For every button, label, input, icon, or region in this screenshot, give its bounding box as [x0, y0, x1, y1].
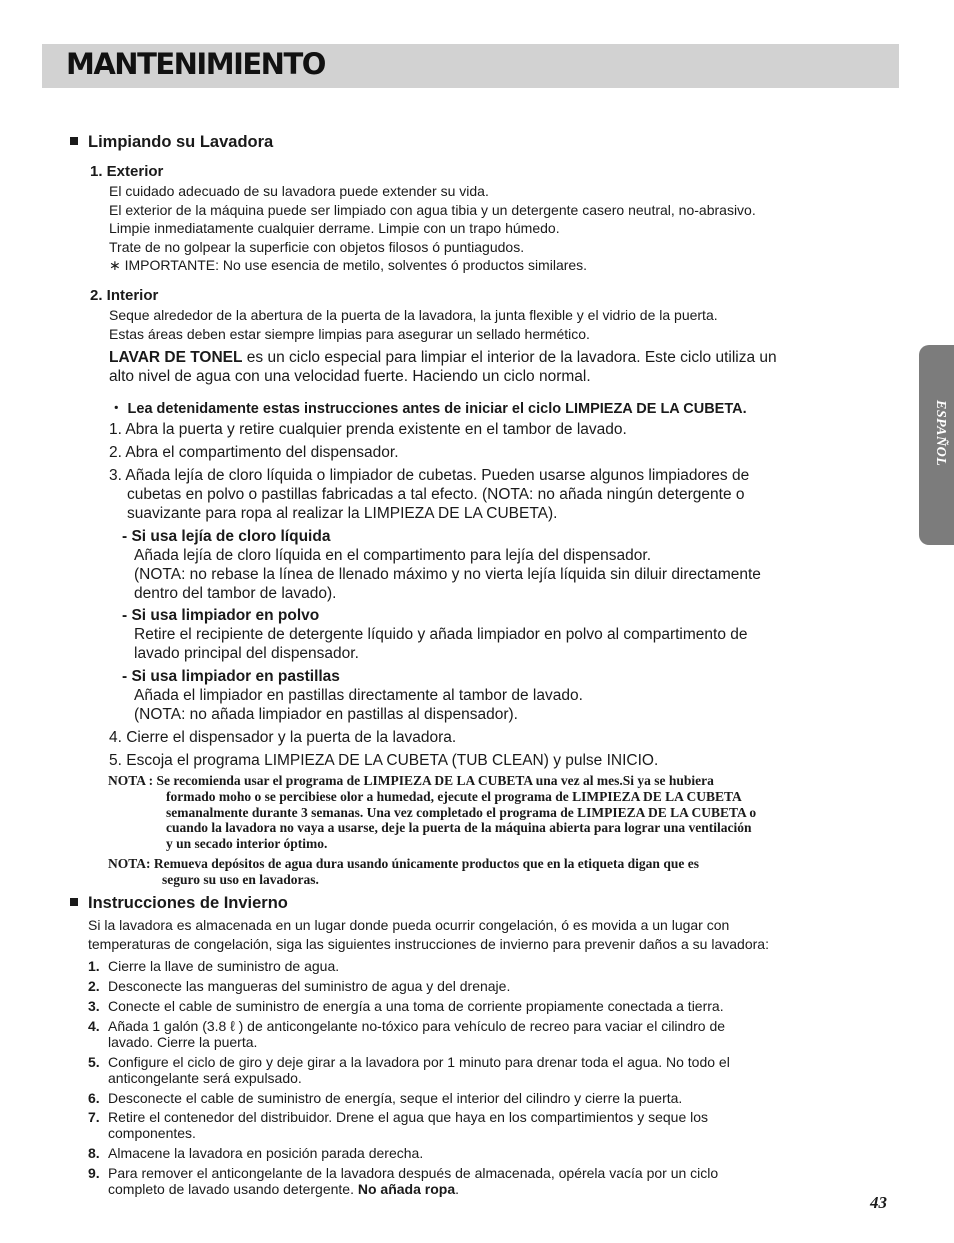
language-tab: [919, 345, 954, 545]
list-item: 2. Desconecte las mangueras del suministro de agua y del drenaje.: [88, 978, 511, 994]
header-banner: [42, 44, 899, 88]
list-item: 6. Desconecte el cable de suministro de energía, seque el interior del cilindro y cierre la puerta.: [88, 1090, 683, 1106]
step-1: 1. Abra la puerta y retire cualquier prenda existente en el tambor de lavado.: [109, 421, 627, 438]
interior-text: Seque alrededor de la abertura de la puerta de la lavadora, la junta flexible y el vidrio de la puerta. Estas áreas deben estar siempre limpias para asegurar un sellado hermético.: [109, 307, 718, 342]
interior-title: 2. Interior: [90, 287, 159, 304]
list-item: 8. Almacene la lavadora en posición parada derecha.: [88, 1145, 424, 1161]
tub-clean-description: LAVAR DE TONEL es un ciclo especial para limpiar el interior de la lavadora. Este ciclo utiliza un alto nivel de agua con una velocidad fuerte. Haciendo un ciclo normal.: [109, 349, 777, 385]
winter-steps-list: [88, 958, 878, 1201]
step-2: 2. Abra el compartimento del dispensador.: [109, 444, 399, 461]
winter-intro: Si la lavadora es almacenada en un lugar donde pueda ocurrir congelación, ó es movida a un lugar con temperaturas de congelación, siga las siguientes instrucciones de invierno para prevenir daños a su lavadora:: [88, 917, 769, 952]
bullet-square-icon: [70, 898, 78, 906]
list-item: 4. Añada 1 galón (3.8 ℓ ) de anticongelante no-tóxico para vehículo de recreo para vaciar el cilindro de lavado. Cierre la puerta.: [88, 1018, 726, 1050]
bullet-square-icon: [70, 137, 78, 145]
list-item: 7. Retire el contenedor del distribuidor. Drene el agua que haya en los compartimientos y seque los componentes.: [88, 1109, 709, 1141]
step-4: 4. Cierre el dispensador y la puerta de la lavadora.: [109, 729, 457, 746]
list-item: 3. Conecte el cable de suministro de energía a una toma de corriente propiamente conectada a tierra.: [88, 998, 724, 1014]
exterior-title: 1. Exterior: [90, 163, 164, 180]
page-number: 43: [870, 1193, 887, 1212]
list-item: 1. Cierre la llave de suministro de agua.: [88, 958, 340, 974]
language-tab-label: ESPAÑOL: [933, 400, 948, 467]
cleaning-heading: Limpiando su Lavadora: [70, 133, 273, 152]
option-powder-cleaner: - Si usa limpiador en polvo Retire el recipiente de detergente líquido y añada limpiador en polvo al compartimento de lavado principal del dispensador.: [122, 607, 748, 662]
winter-heading: Instrucciones de Invierno: [70, 894, 288, 913]
note-hard-water: NOTA: Remueva depósitos de agua dura usando únicamente productos que en la etiqueta digan que es seguro su uso en lavadoras.: [108, 856, 699, 887]
step-3: 3. Añada lejía de cloro líquida o limpiador de cubetas. Pueden usarse algunos limpiadores de cubetas en polvo o pastillas fabricadas a tal efecto. (NOTA: no añada ningún detergente o suavizante para ropa al realizar la LIMPIEZA DE LA CUBETA).: [109, 467, 750, 522]
option-liquid-bleach: - Si usa lejía de cloro líquida Añada lejía de cloro líquida en el compartimento para lejía del dispensador. (NOTA: no rebase la línea de llenado máximo y no vierta lejía líquida sin diluir directamente dentro del tambor de lavado).: [122, 528, 761, 602]
page-title: MANTENIMIENTO: [66, 47, 325, 81]
tub-clean-warning: ・ Lea detenidamente estas instrucciones antes de iniciar el ciclo LIMPIEZA DE LA CUBETA.: [109, 401, 747, 417]
option-tablet-cleaner: - Si usa limpiador en pastillas Añada el limpiador en pastillas directamente al tambor de lavado. (NOTA: no añada limpiador en pastillas al dispensador).: [122, 668, 583, 723]
list-item: 9. Para remover el anticongelante de la lavadora después de almacenada, opérela vacía por un ciclo completo de lavado usando detergente. No añada ropa.: [88, 1165, 719, 1197]
step-5: 5. Escoja el programa LIMPIEZA DE LA CUBETA (TUB CLEAN) y pulse INICIO.: [109, 752, 659, 769]
list-item: 5. Configure el ciclo de giro y deje girar a la lavadora por 1 minuto para drenar toda el agua. No todo el anticongelante será expulsado.: [88, 1054, 730, 1086]
exterior-text: El cuidado adecuado de su lavadora puede extender su vida. El exterior de la máquina puede ser limpiado con agua tibia y un detergente casero neutral, no-abrasivo. Limpie inmediatamente cualquier derrame. Limpie con un trapo húmedo. Trate de no golpear la superficie con objetos filosos ó puntiagudos. ∗ IMPORTANTE: No use esencia de metilo, solventes ó productos similares.: [109, 183, 756, 273]
note-monthly-clean: NOTA : Se recomienda usar el programa de LIMPIEZA DE LA CUBETA una vez al mes.Si ya se hubiera formado moho o se percibiese olor a humedad, ejecute el programa de LIMPIEZA DE LA CUBETA semanalmente durante 3 semanas. Una vez completado el programa de LIMPIEZA DE LA CUBETA o cuando la lavadora no vaya a usarse, deje la puerta de la máquina abierta para lograr una ventilación y un secado interior óptimo.: [108, 773, 757, 852]
